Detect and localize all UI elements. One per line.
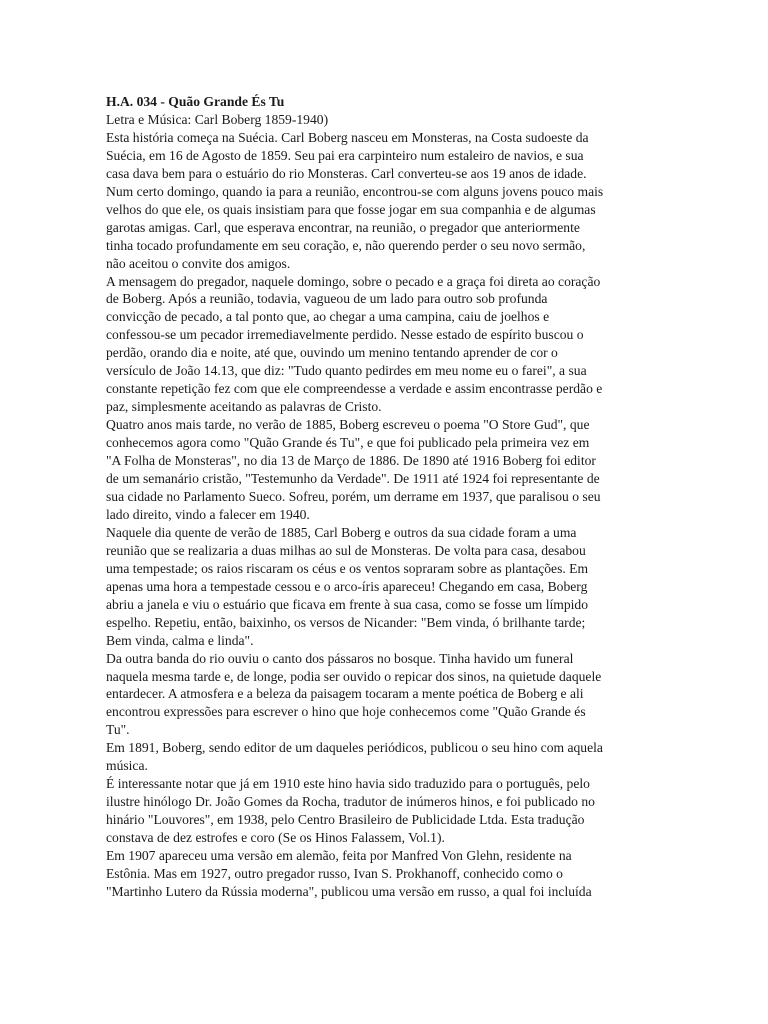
text-line: entardecer. A atmosfera e a beleza da paisagem tocaram a mente poética de Boberg e ali: [106, 686, 584, 702]
document-title: H.A. 034 - Quão Grande És Tu: [106, 94, 285, 109]
text-line: música.: [106, 758, 148, 774]
text-line: não aceitou o convite dos amigos.: [106, 255, 291, 271]
text-line: hinário "Louvores", em 1938, pelo Centro Brasileiro de Publicidade Ltda. Esta tradução: [106, 812, 585, 828]
text-line: velhos do que ele, os quais insistiam para que fosse jogar em sua companhia e de algumas: [106, 201, 596, 217]
text-line: constante repetição fez com que ele compreendesse a verdade e assim encontrasse perdão e: [106, 381, 603, 397]
text-line: Letra e Música: Carl Boberg 1859-1940): [106, 111, 329, 127]
text-line: confessou-se um pecador irremediavelmente perdido. Nesse estado de espírito buscou o: [106, 327, 584, 343]
text-line: conhecemos agora como "Quão Grande és Tu", e que foi publicado pela primeira vez em: [106, 435, 590, 451]
text-line: Em 1891, Boberg, sendo editor de um daqueles periódicos, publicou o seu hino com aquela: [106, 740, 603, 756]
text-line: Quatro anos mais tarde, no verão de 1885, Boberg escreveu o poema "O Store Gud", que: [106, 417, 590, 433]
text-line: de Boberg. Após a reunião, todavia, vagueou de um lado para outro sob profunda: [106, 291, 548, 307]
text-line: tinha tocado profundamente em seu coração, e, não querendo perder o seu novo sermão,: [106, 237, 586, 253]
text-line: A mensagem do pregador, naquele domingo, sobre o pecado e a graça foi direta ao coração: [106, 273, 601, 289]
text-line: abriu a janela e viu o estuário que ficava em frente à sua casa, como se fosse um límpido: [106, 596, 589, 612]
text-line: Em 1907 apareceu uma versão em alemão, feita por Manfred Von Glehn, residente na: [106, 848, 572, 864]
text-line: constava de dez estrofes e coro (Se os Hinos Falassem, Vol.1).: [106, 830, 445, 846]
text-line: apenas uma hora a tempestade cessou e o arco-íris apareceu! Chegando em casa, Boberg: [106, 578, 588, 594]
text-line: de um semanário cristão, "Testemunho da Verdade". De 1911 até 1924 foi representante de: [106, 471, 600, 487]
text-line: espelho. Repetiu, então, baixinho, os versos de Nicander: "Bem vinda, ó brilhante tarde;: [106, 614, 586, 630]
text-line: ilustre hinólogo Dr. João Gomes da Rocha, tradutor de inúmeros hinos, e foi publicado no: [106, 794, 595, 810]
text-line: Naquele dia quente de verão de 1885, Carl Boberg e outros da sua cidade foram a uma: [106, 524, 577, 540]
text-line: paz, simplesmente aceitando as palavras de Cristo.: [106, 399, 382, 415]
text-line: Da outra banda do rio ouviu o canto dos pássaros no bosque. Tinha havido um funeral: [106, 650, 574, 666]
document-page: [106, 93, 666, 901]
text-line: "Martinho Lutero da Rússia moderna", publicou uma versão em russo, a qual foi incluída: [106, 883, 592, 899]
text-line: perdão, orando dia e noite, até que, ouvindo um menino tentando aprender de cor o: [106, 345, 558, 361]
text-line: Bem vinda, calma e linda".: [106, 632, 254, 648]
text-line: reunião que se realizaria a duas milhas ao sul de Monsteras. De volta para casa, desabou: [106, 542, 586, 558]
text-line: encontrou expressões para escrever o hino que hoje conhecemos come "Quão Grande és: [106, 704, 586, 720]
text-line: Suécia, em 16 de Agosto de 1859. Seu pai era carpinteiro num estaleiro de navios, e sua: [106, 147, 584, 163]
text-line: sua cidade no Parlamento Sueco. Sofreu, porém, um derrame em 1937, que paralisou o seu: [106, 488, 601, 504]
text-line: Num certo domingo, quando ia para a reunião, encontrou-se com alguns jovens pouco mais: [106, 183, 604, 199]
text-line: convicção de pecado, a tal ponto que, ao chegar a uma campina, caiu de joelhos e: [106, 309, 550, 325]
text-line: Estônia. Mas em 1927, outro pregador russo, Ivan S. Prokhanoff, conhecido como o: [106, 865, 563, 881]
text-line: É interessante notar que já em 1910 este hino havia sido traduzido para o português, pelo: [106, 776, 590, 792]
text-line: versículo de João 14.13, que diz: "Tudo quanto pedirdes em meu nome eu o farei", a sua: [106, 363, 587, 379]
text-line: Esta história começa na Suécia. Carl Boberg nasceu em Monsteras, na Costa sudoeste da: [106, 129, 589, 145]
text-line: Tu".: [106, 722, 130, 738]
text-line: lado direito, vindo a falecer em 1940.: [106, 506, 310, 522]
text-line: uma tempestade; os raios riscaram os céus e os ventos sopraram sobre as plantações. Em: [106, 560, 589, 576]
text-line: "A Folha de Monsteras", no dia 13 de Março de 1886. De 1890 até 1916 Boberg foi editor: [106, 453, 596, 469]
text-line: naquela mesma tarde e, de longe, podia ser ouvido o repicar dos sinos, na quietude daquele: [106, 668, 602, 684]
text-line: casa dava bem para o estuário do rio Monsteras. Carl converteu-se aos 19 anos de idade.: [106, 165, 587, 181]
text-line: garotas amigas. Carl, que esperava encontrar, na reunião, o pregador que anteriormente: [106, 219, 580, 235]
